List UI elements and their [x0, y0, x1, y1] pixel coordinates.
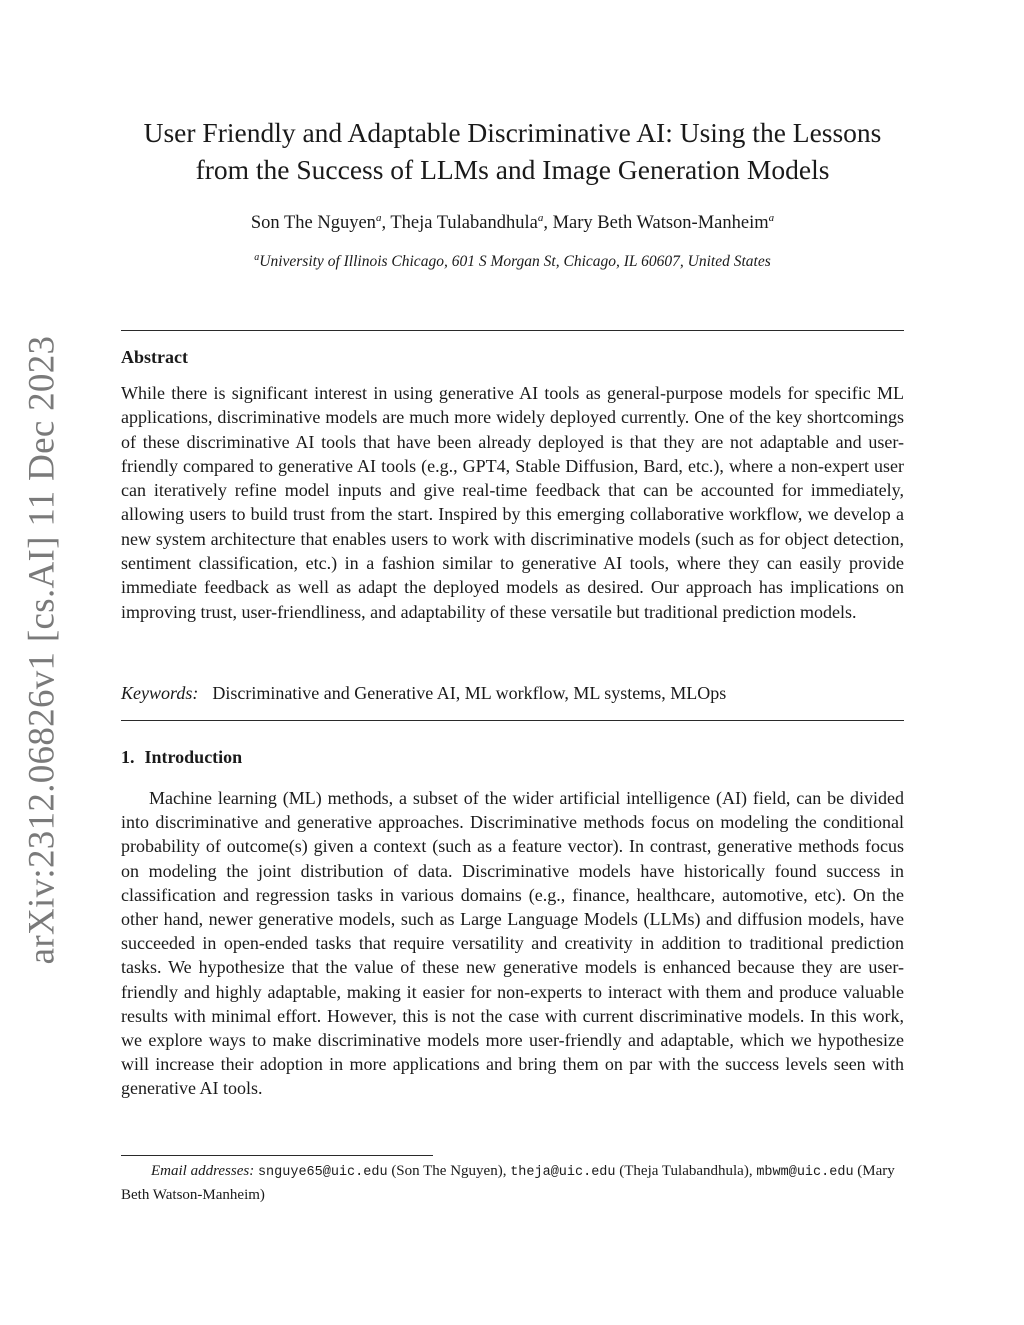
author-list	[121, 212, 904, 234]
affiliation	[121, 252, 904, 271]
footnote-rule	[121, 1155, 433, 1156]
author-affiliation-mark: a	[375, 212, 382, 224]
section-heading	[121, 747, 242, 768]
section-title: Introduction	[144, 747, 243, 767]
email-link[interactable]: theja@uic.edu	[510, 1165, 616, 1180]
abstract-bottom-rule	[121, 720, 904, 721]
abstract-body: While there is significant interest in using generative AI tools as general-purpose models for specific ML applications, discriminative models are much more widely deployed currently. One of the key shortcomings of these discriminative AI tools that have been already deployed is that they are not adaptable and user-friendly compared to generative AI tools (e.g., GPT4, Stable Diffusion, Bard, etc.), where a non-expert user can iteratively refine model inputs and give real-time feedback that can be accounted for immediately, allowing users to build trust from the start. Inspired by this emerging collaborative workflow, we develop a new system architecture that enables users to work with discriminative models (such as for object detection, sentiment classification, etc.) in a fashion similar to generative AI tools, where they can easily provide immediate feedback as well as adapt the deployed models as desired. Our approach has implications on improving trust, user-friendliness, and adaptability of these versatile but traditional prediction models.	[121, 383, 904, 622]
introduction-paragraph: Machine learning (ML) methods, a subset of the wider artificial intelligence (AI) field, can be divided into discriminative and generative approaches. Discriminative methods focus on modeling the conditional probability of outcome(s) given a context (such as a feature vector). In contrast, generative methods focus on modeling the joint distribution of data. Discriminative models have historically found success in classification and regression tasks in various domains (e.g., finance, healthcare, automotive, etc). On the other hand, newer generative models, such as Large Language Models (LLMs) and diffusion models, have succeeded in open-ended tasks that require versatility and creativity in addition to traditional prediction tasks. We hypothesize that the value of these new generative models is enhanced because they are user-friendly and highly adaptable, making it easier for non-experts to interact with them and produce valuable results with minimal effort. However, this is not the case with current discriminative models. In this work, we explore ways to make discriminative models more user-friendly and adaptable, which we hypothesize will increase their adoption in more applications and bring them on par with the success levels seen with generative AI tools.	[121, 788, 904, 1099]
author-separator: ,	[543, 213, 553, 234]
email-owner: (Son The Nguyen)	[391, 1163, 503, 1179]
title-line-2: from the Success of LLMs and Image Generation Models	[195, 154, 830, 185]
affiliation-mark: a	[254, 252, 260, 263]
footnote-emails: Email addresses: snguye65@uic.edu (Son The Nguyen), theja@uic.edu (Theja Tulabandhula), mbwm@uic.edu (Mary Beth Watson-Manheim)	[121, 1163, 895, 1203]
email-owner: (Mary Beth Watson-Manheim)	[121, 1163, 895, 1203]
author-name: Mary Beth Watson-Manheim	[552, 213, 769, 234]
author-affiliation-mark: a	[768, 212, 775, 224]
section-number: 1.	[121, 747, 135, 767]
abstract-heading: Abstract	[121, 347, 188, 367]
author-separator: ,	[381, 213, 391, 234]
title-line-1: User Friendly and Adaptable Discriminative AI: Using the Lessons	[143, 117, 882, 148]
email-link[interactable]: mbwm@uic.edu	[756, 1165, 854, 1180]
email-link[interactable]: snguye65@uic.edu	[257, 1165, 388, 1180]
arxiv-identifier: arXiv:2312.06826v1 [cs.AI] 11 Dec 2023	[21, 335, 63, 965]
abstract-top-rule	[121, 330, 904, 331]
affiliation-text: University of Illinois Chicago, 601 S Morgan St, Chicago, IL 60607, United States	[259, 253, 771, 271]
author-affiliation-mark: a	[537, 212, 544, 224]
keywords-label: Keywords:	[121, 683, 199, 703]
keywords-text: Discriminative and Generative AI, ML workflow, ML systems, MLOps	[212, 683, 727, 703]
author-name: Son The Nguyen	[250, 213, 376, 234]
email-owner: (Theja Tulabandhula)	[619, 1163, 749, 1179]
footnote-label: Email addresses:	[151, 1163, 255, 1179]
paper-title	[81, 114, 944, 188]
keywords	[121, 683, 904, 704]
author-name: Theja Tulabandhula	[390, 213, 538, 234]
